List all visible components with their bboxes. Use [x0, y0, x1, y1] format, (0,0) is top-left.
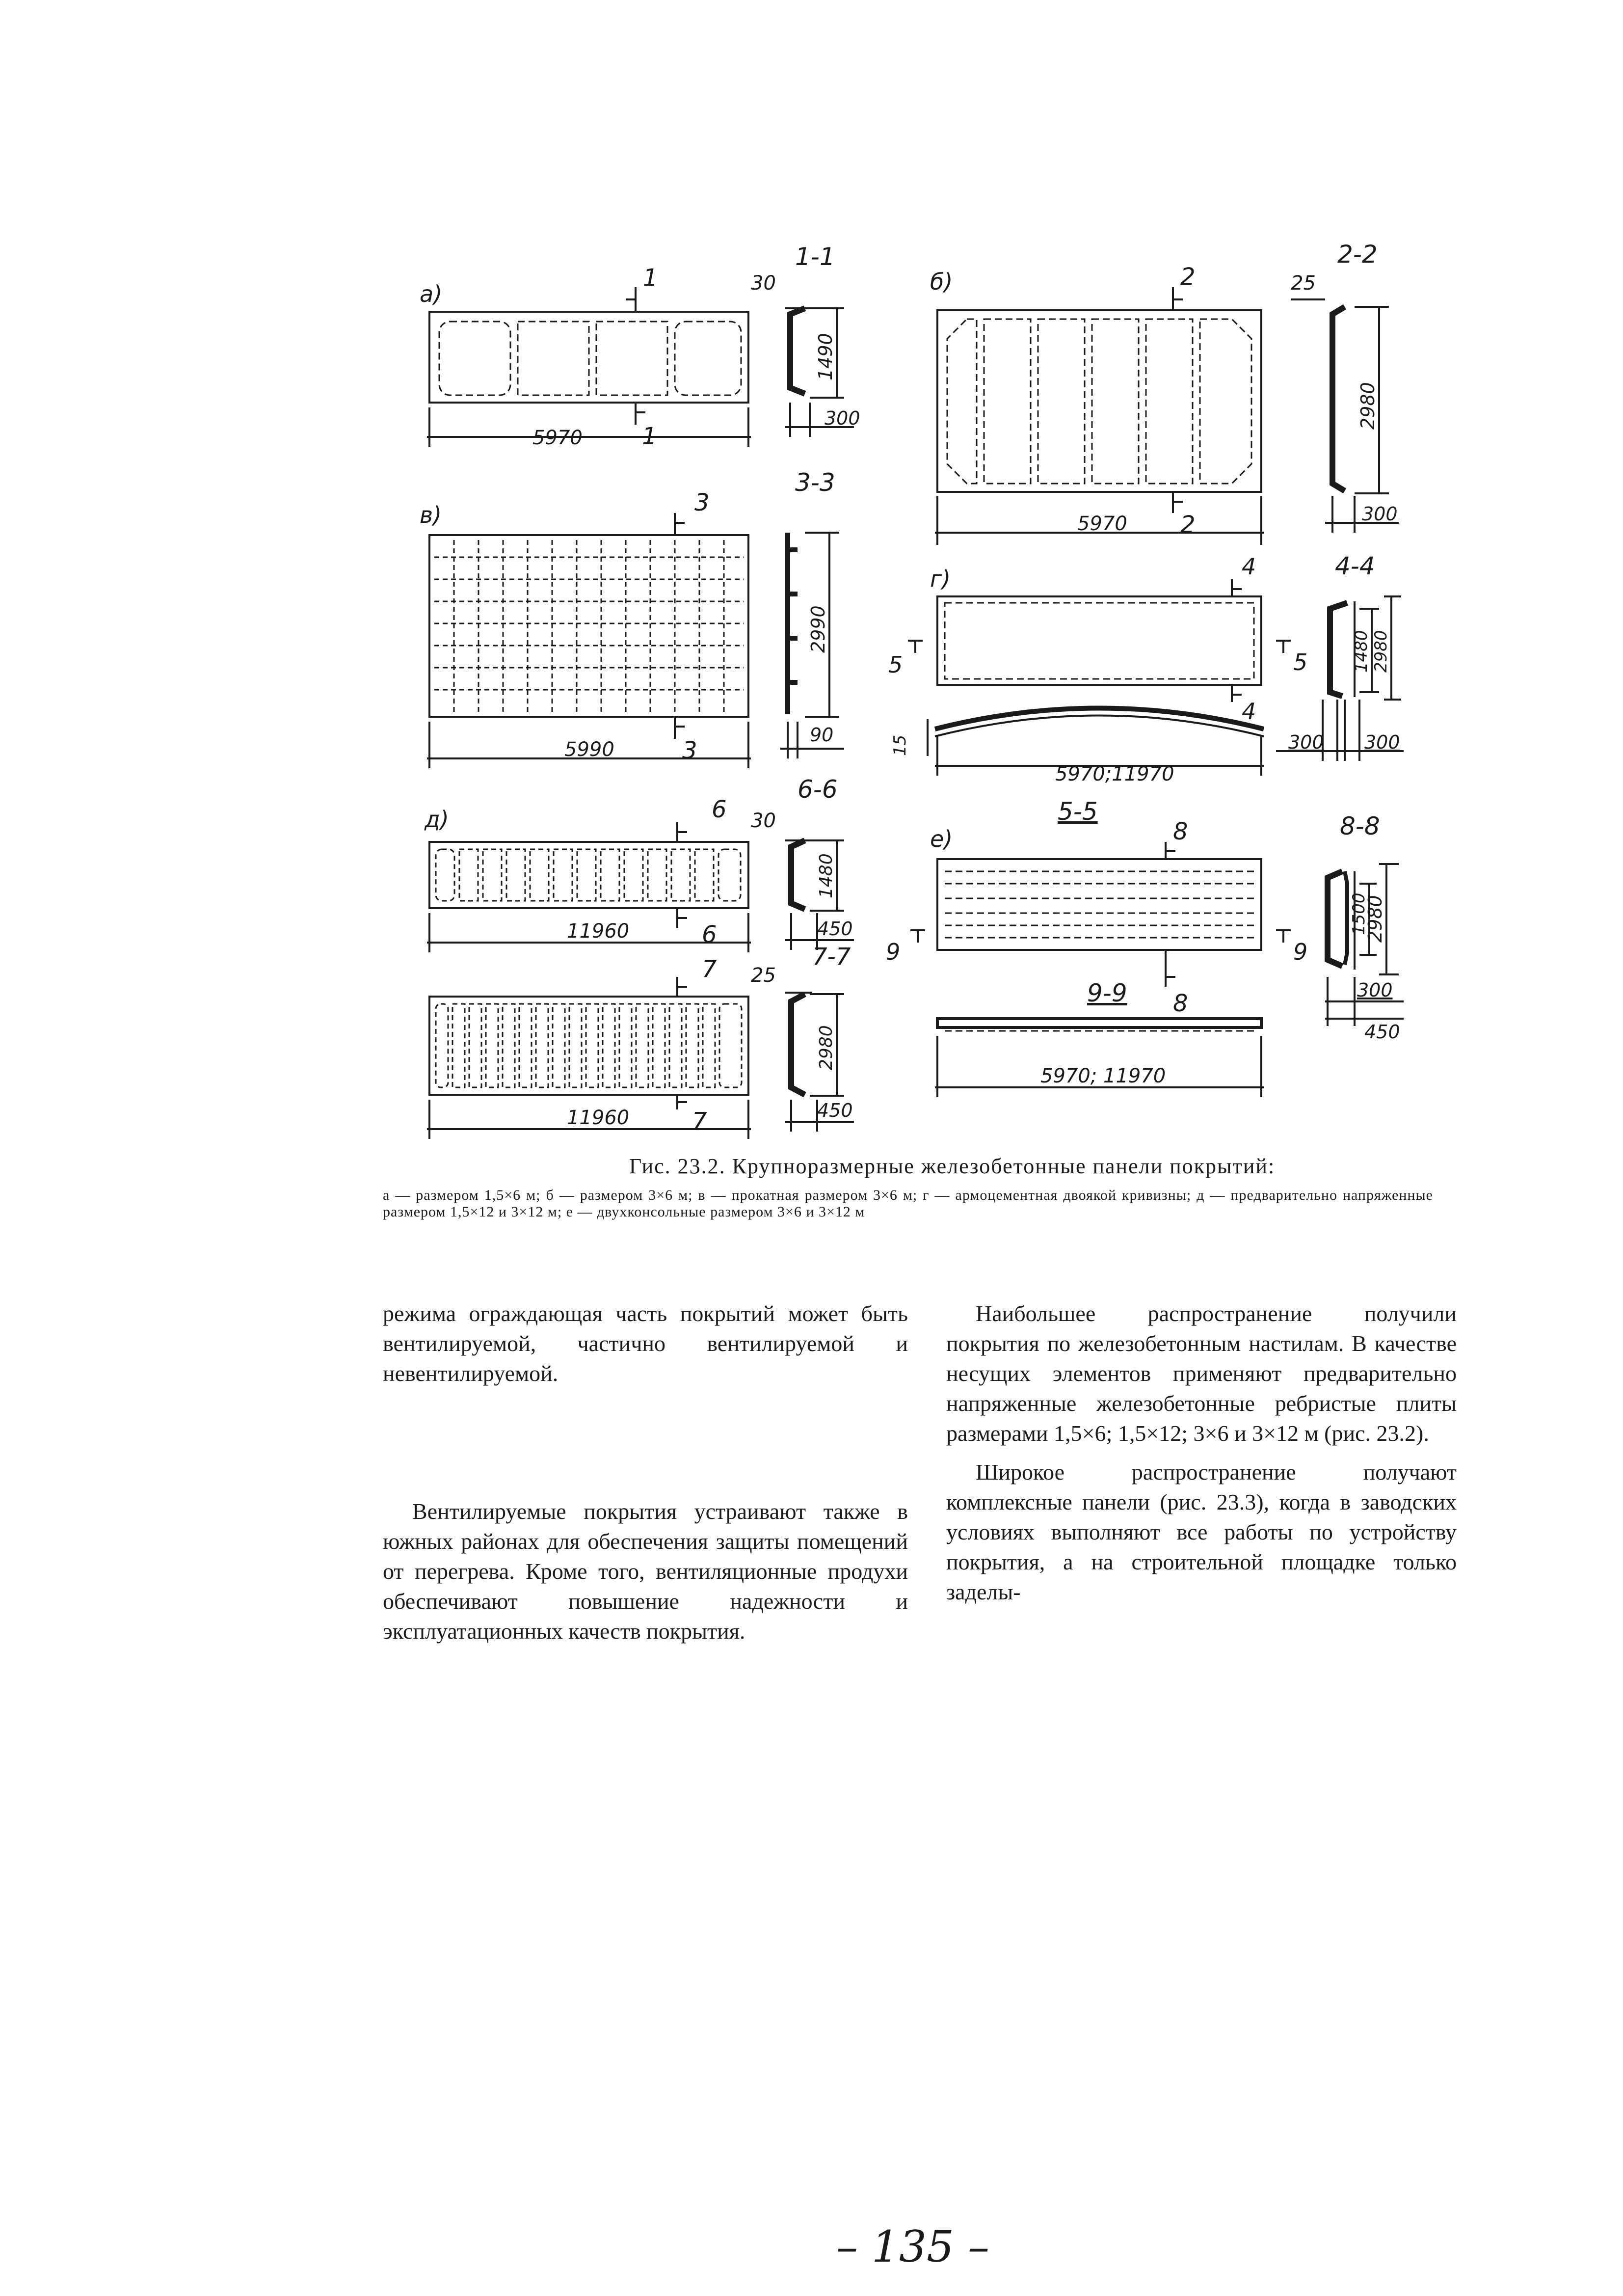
panel-d-depth-a: 450 — [817, 918, 853, 940]
panel-d-height-b: 2980 — [816, 1025, 836, 1070]
panel-b-length: 5970 — [1077, 513, 1127, 535]
panel-e-cut-left: 9 — [886, 939, 901, 965]
panel-v-section-top: 3 — [694, 489, 710, 516]
panel-e-depth-b: 450 — [1364, 1021, 1400, 1043]
panel-d-section-a-title: 6-6 — [798, 775, 838, 804]
panel-g-drawing — [908, 579, 1404, 776]
panel-g-height-inner: 1480 — [1352, 630, 1371, 673]
panel-d-section-a-top: 6 — [712, 796, 727, 823]
panel-d-depth-b: 450 — [817, 1100, 853, 1121]
panel-a-rib: 30 — [751, 272, 776, 295]
paragraph: Наибольшее распространение получили покрытия по железобетонным настилам. В качестве несущих элементов применяют предварительно напряженные железобетонные ребристые плиты размерами 1,5×6; 1,5×12; 3×6 и 3×12 м (рис. 23.2). — [946, 1301, 1457, 1446]
panel-e-length: 5970; 11970 — [1040, 1065, 1166, 1087]
panel-g-depth-a: 300 — [1288, 731, 1324, 753]
panel-g-section-top: 4 — [1242, 553, 1256, 580]
panel-e-cut-right: 9 — [1293, 939, 1308, 965]
panel-g-section-bottom: 4 — [1242, 698, 1256, 725]
panel-b-drawing — [935, 287, 1399, 545]
panel-d-section-a-bottom: 6 — [702, 921, 717, 948]
paragraph: Широкое распространение получают комплексные панели (рис. 23.3), когда в заводских условиях выполняют все работы по устройству покрытия, а на строительной площадке только заделы- — [946, 1459, 1457, 1604]
panel-d-lower-drawing — [427, 977, 854, 1139]
panel-a-drawing — [427, 287, 854, 447]
panel-v-length: 5990 — [564, 738, 614, 761]
panel-b-section-top: 2 — [1180, 263, 1196, 291]
panel-e-section-top: 8 — [1173, 818, 1188, 845]
panel-g-height: 2980 — [1371, 630, 1391, 673]
panel-d-section-b-title: 7-7 — [812, 943, 851, 971]
panel-g-rise: 15 — [890, 734, 910, 756]
panel-b-rib: 25 — [1291, 272, 1316, 295]
body-column-left — [383, 1298, 908, 1646]
paragraph: Вентилируемые покрытия устраивают также в южных районах для обеспечения защиты помещений от перегрева. Кроме того, вентиляционные продухи обеспечивают повышение надежности и эксплуатационных качеств покрытия. — [383, 1499, 908, 1644]
panel-a-section-top: 1 — [643, 264, 658, 292]
panel-e-height-inner: 1500 — [1349, 892, 1369, 935]
panel-d-section-b-bottom: 7 — [692, 1107, 707, 1135]
panel-a-section-title: 1-1 — [795, 243, 835, 271]
figure-legend-text: а — размером 1,5×6 м; б — размером 3×6 м; в — прокатная размером 3×6 м; г — армоцементная двоякой кривизны; д — предварительно напряженные размером 1,5×12 и 3×12 м; е — двухконсольные размером 3×6 и 3×12 м — [383, 1187, 1433, 1220]
panel-a-length: 5970 — [532, 427, 583, 449]
panel-v-depth: 90 — [810, 724, 834, 746]
panel-g-length: 5970;11970 — [1055, 763, 1174, 785]
panel-g-cut-right: 5 — [1293, 649, 1308, 675]
panel-b-section-bottom: 2 — [1180, 511, 1196, 539]
panel-a-height: 1490 — [815, 333, 836, 380]
figure-caption-legend — [383, 1187, 1433, 1220]
panel-d-length-a: 11960 — [567, 920, 630, 943]
panel-d-rib-a: 30 — [751, 810, 776, 832]
panel-g-letter: г) — [930, 566, 951, 592]
panel-e-drawing — [910, 842, 1404, 1097]
panel-b-height: 2980 — [1357, 382, 1379, 430]
panel-b-depth: 300 — [1362, 503, 1398, 525]
panel-d-height-a: 1480 — [816, 853, 836, 898]
panel-g-depth-b: 300 — [1364, 731, 1400, 753]
panel-g-section-title: 4-4 — [1335, 552, 1375, 580]
body-column-right — [946, 1298, 1457, 1607]
panel-e-section-title: 8-8 — [1340, 812, 1380, 840]
panel-e-letter: е) — [930, 826, 953, 852]
panel-e-section-bottom: 8 — [1173, 990, 1188, 1017]
panel-b-section-title: 2-2 — [1337, 240, 1378, 269]
panel-d-length-b: 11960 — [567, 1107, 630, 1129]
panel-g-cut-left: 5 — [888, 651, 903, 678]
panel-v-letter: в) — [420, 502, 442, 528]
panel-d-section-b-top: 7 — [702, 955, 717, 983]
panel-d-rib-b: 25 — [751, 964, 776, 987]
panel-e-height: 2980 — [1364, 895, 1386, 943]
panel-a-depth: 300 — [825, 407, 860, 429]
panel-d-upper-drawing — [427, 822, 854, 952]
panel-d-letter: д) — [425, 806, 449, 833]
figure-caption-title: Гис. 23.2. Крупноразмерные железобетонные панели покрытий: — [629, 1154, 1276, 1178]
panel-a-section-bottom: 1 — [642, 423, 657, 450]
panel-g-cut-title: 5-5 — [1058, 797, 1098, 826]
panel-v-drawing — [427, 513, 844, 768]
paragraph: режима ограждающая часть покрытий может быть вентилируемой, частично вентилируемой и невентилируемой. — [383, 1301, 908, 1386]
panel-b-letter: б) — [930, 269, 953, 295]
panel-v-section-bottom: 3 — [682, 737, 697, 764]
panel-e-cut-title: 9-9 — [1087, 979, 1127, 1007]
page-number: – 135 – — [836, 2221, 989, 2272]
panel-v-section-title: 3-3 — [795, 468, 835, 497]
panel-v-height: 2990 — [807, 605, 829, 653]
panel-a-letter: а) — [420, 281, 443, 307]
panel-e-depth-a: 300 — [1357, 979, 1393, 1001]
